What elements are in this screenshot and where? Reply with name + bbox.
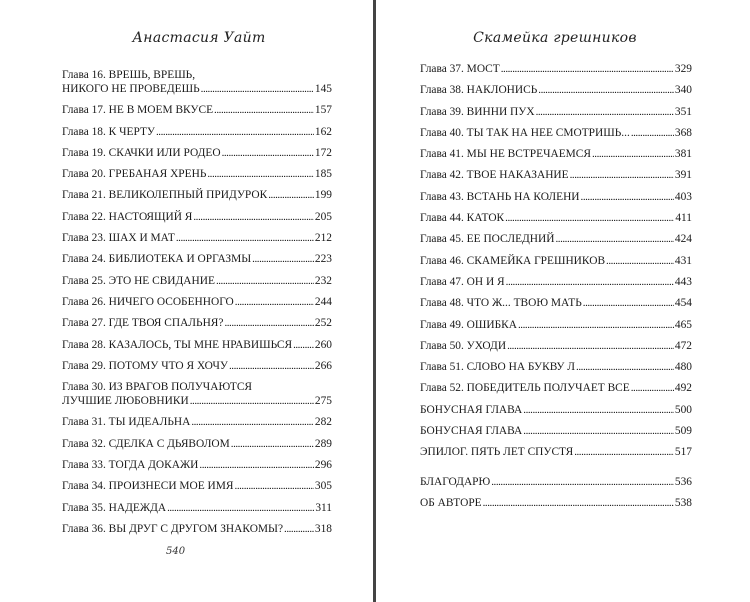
toc-entry[interactable] [62, 479, 332, 493]
toc-entry-page: 305 [314, 480, 332, 493]
toc-entry-title: Глава 19. СКАЧКИ ИЛИ РОДЕО [62, 146, 221, 159]
dot-leader [176, 231, 314, 245]
toc-entry[interactable] [420, 275, 692, 289]
toc-entry-title: Глава 35. НАДЕЖДА [62, 501, 167, 514]
toc-entry[interactable] [62, 501, 332, 515]
toc-entry[interactable] [420, 211, 692, 225]
toc-entry-page: 266 [314, 359, 332, 372]
toc-entry[interactable] [62, 125, 332, 139]
toc-entry-page: 391 [674, 169, 692, 182]
toc-entry[interactable] [62, 359, 332, 373]
dot-leader [505, 211, 674, 225]
toc-entry-page: 480 [674, 361, 692, 374]
toc-entry-title: Глава 22. НАСТОЯЩИЙ Я [62, 210, 193, 223]
toc-entry[interactable] [62, 380, 332, 408]
toc-entry-title: Глава 21. ВЕЛИКОЛЕПНЫЙ ПРИДУРОК [62, 189, 268, 202]
toc-entry-line2 [62, 394, 332, 408]
toc-entry-title: Глава 33. ТОГДА ДОКАЖИ [62, 459, 199, 472]
toc-entry-title: Глава 30. ИЗ ВРАГОВ ПОЛУЧАЮТСЯ [62, 381, 253, 394]
right-page [376, 0, 750, 602]
toc-entry-title: Глава 42. ТВОЕ НАКАЗАНИЕ [420, 169, 569, 182]
dot-leader [235, 295, 314, 309]
toc-entry-page: 351 [674, 105, 692, 118]
dot-leader [536, 105, 674, 119]
toc-entry-page: 403 [674, 190, 692, 203]
toc-entry-page: 260 [314, 338, 332, 351]
toc-entry[interactable] [420, 496, 692, 510]
toc-entry-title: Глава 52. ПОБЕДИТЕЛЬ ПОЛУЧАЕТ ВСЕ [420, 382, 630, 395]
toc-entry-title: Глава 39. ВИННИ ПУХ [420, 105, 535, 118]
toc-entry-line1 [62, 380, 332, 394]
toc-entry-page: 517 [674, 446, 692, 459]
toc-entry-title: Глава 31. ТЫ ИДЕАЛЬНА [62, 416, 191, 429]
toc-entry[interactable] [62, 210, 332, 224]
toc-entry-title: БОНУСНАЯ ГЛАВА [420, 425, 523, 438]
toc-list-left [62, 68, 332, 543]
dot-leader [193, 210, 314, 224]
dot-leader [501, 62, 674, 76]
toc-entry[interactable] [420, 403, 692, 417]
toc-entry-page: 145 [314, 83, 332, 95]
dot-leader [538, 83, 674, 97]
toc-entry[interactable] [62, 338, 332, 352]
toc-entry-title: Глава 28. КАЗАЛОСЬ, ТЫ МНЕ НРАВИШЬСЯ [62, 338, 293, 351]
toc-entry-title: Глава 23. ШАХ И МАТ [62, 232, 175, 245]
toc-entry[interactable] [420, 168, 692, 182]
dot-leader [518, 318, 674, 332]
dot-leader [581, 190, 674, 204]
toc-entry[interactable] [420, 339, 692, 353]
toc-entry-page: 368 [674, 126, 692, 139]
toc-entry-page: 252 [314, 317, 332, 330]
dot-leader [576, 360, 674, 374]
toc-entry-page: 162 [314, 125, 332, 138]
dot-leader [224, 316, 313, 330]
toc-entry-title: Глава 46. СКАМЕЙКА ГРЕШНИКОВ [420, 254, 606, 267]
toc-entry-title: Глава 34. ПРОИЗНЕСИ МОЕ ИМЯ [62, 480, 234, 493]
toc-entry[interactable] [420, 318, 692, 332]
toc-entry-page: 289 [314, 437, 332, 450]
toc-entry[interactable] [420, 360, 692, 374]
toc-entry-title: Глава 36. ВЫ ДРУГ С ДРУГОМ ЗНАКОМЫ? [62, 522, 284, 535]
toc-entry[interactable] [62, 188, 332, 202]
toc-entry-page: 311 [315, 501, 332, 514]
toc-entry-page: 275 [314, 395, 332, 408]
toc-entry-page: 232 [314, 274, 332, 287]
toc-spacer [420, 467, 692, 475]
toc-entry[interactable] [420, 126, 692, 140]
toc-entry-title: Глава 17. НЕ В МОЕМ ВКУСЕ [62, 104, 214, 117]
dot-leader [507, 339, 674, 353]
toc-entry-page: 199 [314, 189, 332, 202]
toc-entry-title: ЭПИЛОГ. ПЯТЬ ЛЕТ СПУСТЯ [420, 446, 574, 459]
toc-entry[interactable] [420, 296, 692, 310]
toc-entry-page: 424 [674, 233, 692, 246]
toc-entry-title: Глава 37. МОСТ [420, 63, 500, 75]
dot-leader [216, 274, 314, 288]
toc-entry-page: 431 [674, 254, 692, 267]
dot-leader [156, 125, 314, 139]
toc-entry-title: Глава 45. ЕЕ ПОСЛЕДНИЙ [420, 233, 555, 246]
toc-entry-title: Глава 20. ГРЕБАНАЯ ХРЕНЬ [62, 168, 207, 181]
toc-entry[interactable] [420, 475, 692, 489]
toc-entry-line1 [62, 68, 332, 82]
dot-leader [631, 126, 674, 140]
toc-entry-title: Глава 44. КАТОК [420, 212, 505, 225]
toc-entry[interactable] [420, 190, 692, 204]
toc-entry[interactable] [420, 83, 692, 97]
toc-entry-page: 465 [674, 318, 692, 331]
dot-leader [483, 496, 674, 510]
toc-entry-page: 454 [674, 297, 692, 310]
dot-leader [201, 82, 314, 96]
dot-leader [583, 296, 674, 310]
toc-entry-title: Глава 48. ЧТО Ж... ТВОЮ МАТЬ [420, 297, 582, 310]
toc-list-right [420, 62, 692, 517]
dot-leader [222, 146, 314, 160]
toc-entry-page: 185 [314, 168, 332, 181]
dot-leader [214, 103, 314, 117]
toc-entry-title: Глава 51. СЛОВО НА БУКВУ Л [420, 361, 576, 374]
dot-leader [506, 275, 674, 289]
dot-leader [523, 403, 674, 417]
dot-leader [284, 522, 314, 536]
running-head-title: Скамейка грешников [473, 30, 637, 46]
toc-entry-title: Глава 50. УХОДИ [420, 339, 507, 352]
toc-entry-title: Глава 26. НИЧЕГО ОСОБЕННОГО [62, 295, 234, 308]
toc-entry-page: 223 [314, 253, 332, 266]
toc-entry-title: БЛАГОДАРЮ [420, 475, 491, 488]
dot-leader [631, 381, 674, 395]
dot-leader [167, 501, 314, 515]
toc-entry-title: Глава 25. ЭТО НЕ СВИДАНИЕ [62, 274, 215, 287]
toc-entry-page: 329 [674, 63, 692, 75]
toc-entry-page: 340 [674, 84, 692, 97]
toc-entry-page: 157 [314, 104, 332, 117]
toc-entry-page: 381 [674, 148, 692, 161]
toc-entry[interactable] [420, 381, 692, 395]
toc-entry[interactable] [62, 316, 332, 330]
toc-entry-title: Глава 40. ТЫ ТАК НА НЕЕ СМОТРИШЬ... [420, 126, 630, 139]
toc-entry[interactable] [62, 458, 332, 472]
toc-entry-page: 509 [674, 425, 692, 438]
toc-entry[interactable] [62, 274, 332, 288]
dot-leader [190, 394, 314, 408]
toc-entry-page: 492 [674, 382, 692, 395]
toc-entry[interactable] [420, 105, 692, 119]
toc-entry-page: 205 [314, 210, 332, 223]
dot-leader [574, 445, 674, 459]
toc-entry-title: ОБ АВТОРЕ [420, 496, 482, 509]
toc-entry[interactable] [420, 147, 692, 161]
toc-entry[interactable] [62, 522, 332, 536]
dot-leader [229, 359, 314, 373]
toc-entry[interactable] [420, 424, 692, 438]
toc-entry[interactable] [62, 415, 332, 429]
toc-entry-title: БОНУСНАЯ ГЛАВА [420, 403, 523, 416]
dot-leader [268, 188, 314, 202]
toc-entry-page: 411 [675, 212, 692, 225]
dot-leader [199, 458, 314, 472]
left-page [0, 0, 373, 602]
dot-leader [606, 254, 674, 268]
dot-leader [252, 252, 314, 266]
toc-entry[interactable] [62, 103, 332, 117]
toc-entry[interactable] [62, 295, 332, 309]
toc-entry[interactable] [62, 167, 332, 181]
dot-leader [293, 338, 314, 352]
dot-leader [491, 475, 674, 489]
toc-entry-title: Глава 38. НАКЛОНИСЬ [420, 84, 538, 97]
toc-entry-page: 172 [314, 146, 332, 159]
toc-entry-title: Глава 18. К ЧЕРТУ [62, 125, 155, 138]
dot-leader [555, 232, 673, 246]
dot-leader [231, 437, 314, 451]
toc-entry[interactable] [420, 445, 692, 459]
toc-entry-line2 [62, 82, 332, 96]
toc-entry-page: 296 [314, 459, 332, 472]
dot-leader [191, 415, 314, 429]
toc-entry-title: НИКОГО НЕ ПРОВЕДЕШЬ [62, 83, 200, 95]
toc-entry-page: 443 [674, 275, 692, 288]
toc-entry-title: Глава 27. ГДЕ ТВОЯ СПАЛЬНЯ? [62, 317, 224, 330]
toc-entry[interactable] [420, 62, 692, 76]
toc-entry[interactable] [62, 231, 332, 245]
toc-entry-page: 244 [314, 295, 332, 308]
toc-entry-page: 472 [674, 339, 692, 352]
dot-leader [570, 168, 674, 182]
dot-leader [235, 479, 314, 493]
dot-leader [592, 147, 674, 161]
toc-entry[interactable] [420, 232, 692, 246]
toc-entry-page: 318 [314, 522, 332, 535]
toc-entry[interactable] [420, 254, 692, 268]
toc-entry-title: Глава 49. ОШИБКА [420, 318, 517, 331]
toc-entry-page: 212 [314, 232, 332, 245]
toc-entry-page: 536 [674, 475, 692, 488]
toc-entry[interactable] [62, 68, 332, 96]
dot-leader [523, 424, 674, 438]
page-number: 540 [166, 546, 186, 557]
toc-entry-page: 500 [674, 403, 692, 416]
dot-leader [207, 167, 314, 181]
toc-entry-title: Глава 16. ВРЕШЬ, ВРЕШЬ, [62, 69, 196, 81]
toc-entry[interactable] [62, 252, 332, 266]
toc-entry[interactable] [62, 437, 332, 451]
toc-entry-page: 282 [314, 416, 332, 429]
toc-entry-page: 538 [674, 496, 692, 509]
toc-entry-title: Глава 47. ОН И Я [420, 275, 505, 288]
running-head-author: Анастасия Уайт [132, 30, 266, 46]
toc-entry[interactable] [62, 146, 332, 160]
toc-entry-title: Глава 43. ВСТАНЬ НА КОЛЕНИ [420, 190, 580, 203]
toc-entry-title: ЛУЧШИЕ ЛЮБОВНИКИ [62, 395, 189, 408]
toc-entry-title: Глава 41. МЫ НЕ ВСТРЕЧАЕМСЯ [420, 148, 591, 161]
toc-entry-title: Глава 24. БИБЛИОТЕКА И ОРГАЗМЫ [62, 253, 252, 266]
toc-entry-title: Глава 32. СДЕЛКА С ДЬЯВОЛОМ [62, 437, 230, 450]
toc-entry-title: Глава 29. ПОТОМУ ЧТО Я ХОЧУ [62, 359, 228, 372]
